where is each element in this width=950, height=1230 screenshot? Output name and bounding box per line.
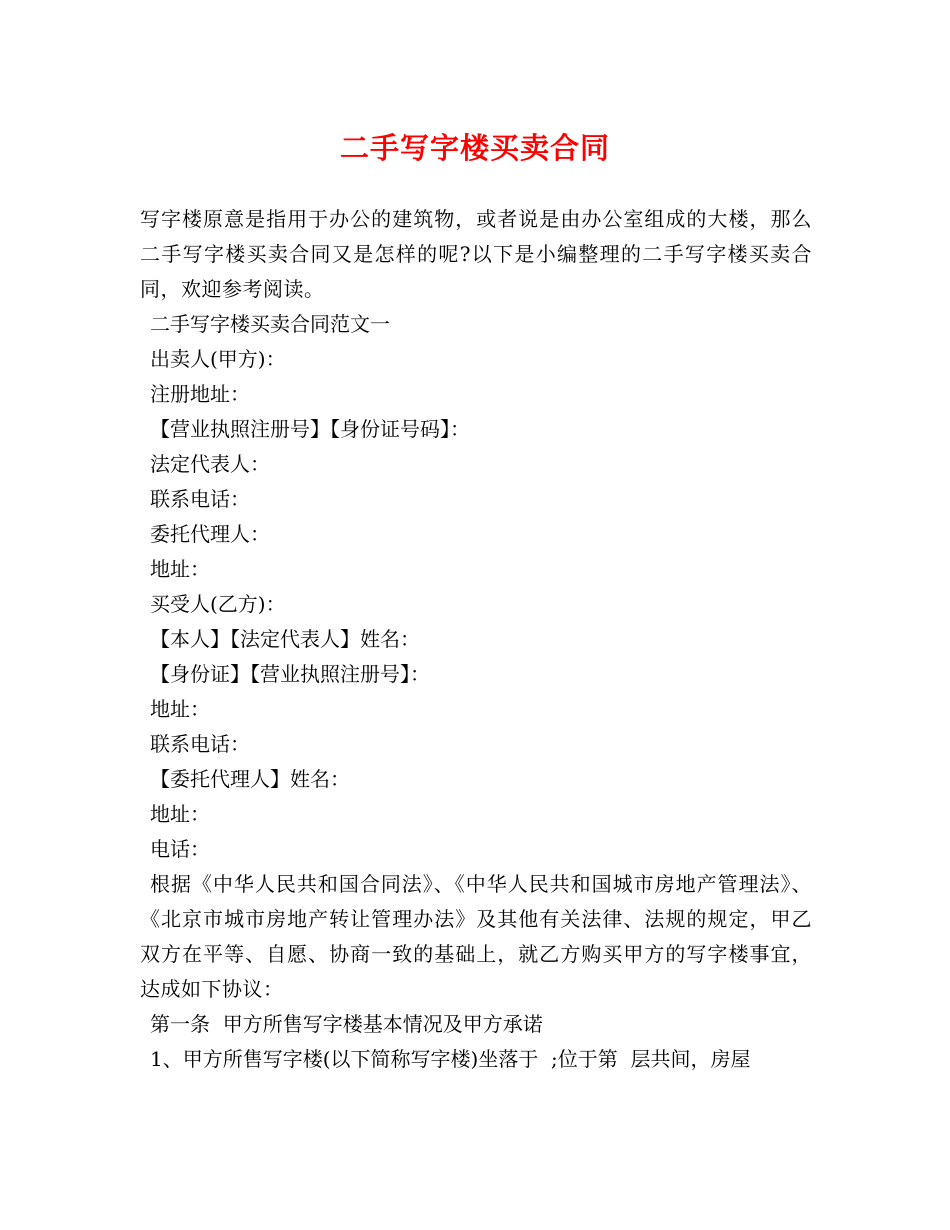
buyer-agent-address-label: 地址：: [150, 802, 210, 826]
article-one-heading: 第一条 甲方所售写字楼基本情况及甲方承诺: [150, 1012, 543, 1036]
document-title: 二手写字楼买卖合同: [339, 131, 610, 165]
seller-phone-label: 联系电话：: [150, 487, 250, 511]
buyer-name-label: 【本人】【法定代表人】姓名：: [150, 627, 420, 651]
registered-address-label: 注册地址：: [150, 382, 250, 406]
seller-agent-label: 委托代理人：: [150, 522, 270, 546]
intro-paragraph: 写字楼原意是指用于办公的建筑物，或者说是由办公室组成的大楼，那么二手写字楼买卖合同又是怎样的呢?以下是小编整理的二手写字楼买卖合同，欢迎参考阅读。: [140, 207, 812, 301]
buyer-label: 买受人(乙方)：: [150, 592, 286, 616]
document-body: [140, 202, 812, 1077]
buyer-id-label: 【身份证】【营业执照注册号】：: [150, 662, 430, 686]
legal-representative-label: 法定代表人：: [150, 452, 270, 476]
buyer-agent-name-label: 【委托代理人】姓名：: [150, 767, 350, 791]
buyer-phone-label: 联系电话：: [150, 732, 250, 756]
sample-heading: 二手写字楼买卖合同范文一: [150, 312, 390, 336]
license-id-label: 【营业执照注册号】【身份证号码】：: [150, 417, 470, 441]
legal-basis-paragraph: 根据《中华人民共和国合同法》、《中华人民共和国城市房地产管理法》、《北京市城市房地产转让管理办法》及其他有关法律、法规的规定，甲乙双方在平等、自愿、协商一致的基础上，就乙方购买甲方的写字楼事宜，达成如下协议：: [140, 872, 812, 1001]
seller-label: 出卖人(甲方)：: [150, 347, 286, 371]
clause-one-text: 1、甲方所售写字楼(以下简称写字楼)坐落于 ;位于第 层共间，房屋: [150, 1047, 751, 1071]
seller-address-label: 地址：: [150, 557, 210, 581]
buyer-agent-phone-label: 电话：: [150, 837, 210, 861]
buyer-address-label: 地址：: [150, 697, 210, 721]
